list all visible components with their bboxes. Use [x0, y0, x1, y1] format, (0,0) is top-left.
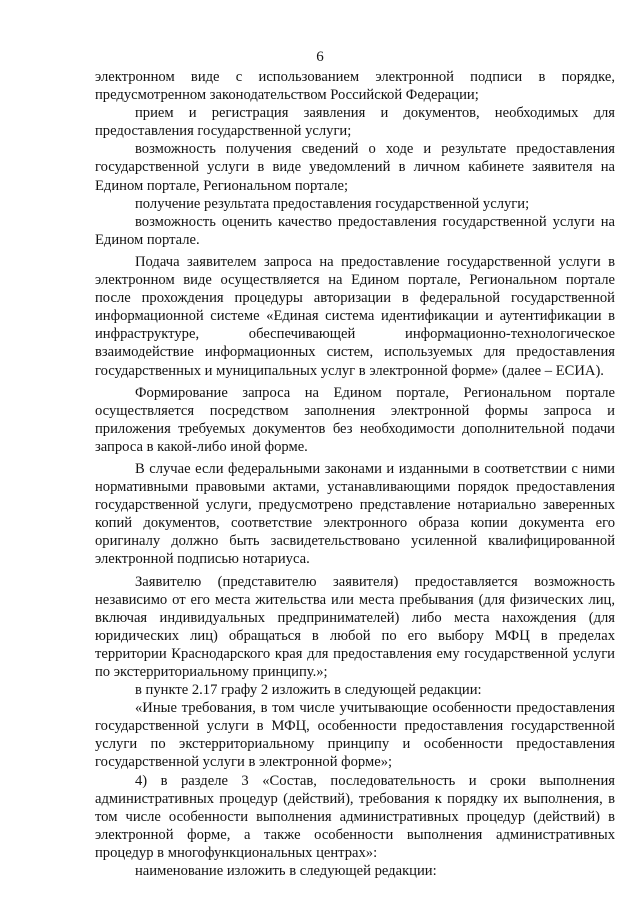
paragraph: возможность оценить качество предоставления государственной услуги на Едином портале.: [95, 213, 615, 248]
paragraph: электронном виде с использованием электронной подписи в порядке, предусмотренном законодательством Российской Федерации;: [95, 69, 615, 104]
paragraph: в пункте 2.17 графу 2 изложить в следующей редакции:: [135, 682, 482, 699]
paragraph: получение результата предоставления государственной услуги;: [135, 195, 530, 212]
paragraph: Формирование запроса на Едином портале, Региональном портале осуществляется посредством заполнения электронной формы запроса и приложения требуемых документов без необходимости дополнительной подачи запроса в какой-либо иной форме.: [95, 384, 615, 455]
paragraph: 4) в разделе 3 «Состав, последовательность и сроки выполнения административных процедур (действий), требования к порядку их выполнения, в том числе особенности выполнения административных процедур (действий) в электронной форме, а также особенности выполнения административных процедур в многофункциональных центрах»:: [95, 772, 615, 861]
page-number: 6: [316, 49, 324, 65]
paragraph: В случае если федеральными законами и изданными в соответствии с ними нормативными правовыми актами, устанавливающими порядок предоставления государственной услуги, предусмотрено представление нотариально заверенных копий документов, соответствие электронного образа копии документа его оригиналу должно быть засвидетельствовано усиленной квалифицированной электронной подписью нотариуса.: [95, 460, 615, 568]
paragraph: прием и регистрация заявления и документов, необходимых для предоставления государственной услуги;: [95, 105, 615, 140]
paragraph: возможность получения сведений о ходе и результате предоставления государственной услуги в виде уведомлений в личном кабинете заявителя на Едином портале, Региональном портале;: [95, 141, 615, 194]
document-body: [95, 68, 615, 880]
paragraph: наименование изложить в следующей редакции:: [135, 863, 437, 880]
paragraph: Заявителю (представителю заявителя) предоставляется возможность независимо от его места жительства или места пребывания (для физических лиц, включая индивидуальных предпринимателей) либо места нахождения (для юридических лиц) обращаться в любой по его выбору МФЦ в пределах территории Краснодарского края для предоставления ему государственной услуги по экстерриториальному принципу.»;: [95, 573, 615, 680]
paragraph: Подача заявителем запроса на предоставление государственной услуги в электронном виде осуществляется на Едином портале, Региональном портале после прохождения процедуры авторизации в федеральной государственной информационной системе «Единая система идентификации и аутентификации в инфраструктуре, обеспечивающей информационно-технологическое взаимодействие информационных систем, используемых для предоставления государственных и муниципальных услуг в электронной форме» (далее – ЕСИА).: [95, 253, 615, 379]
paragraph: «Иные требования, в том числе учитывающие особенности предоставления государственной услуги в МФЦ, особенности предоставления государственной услуги по экстерриториальному принципу и особенности предоставления государственной услуги в электронной форме»;: [95, 700, 615, 771]
